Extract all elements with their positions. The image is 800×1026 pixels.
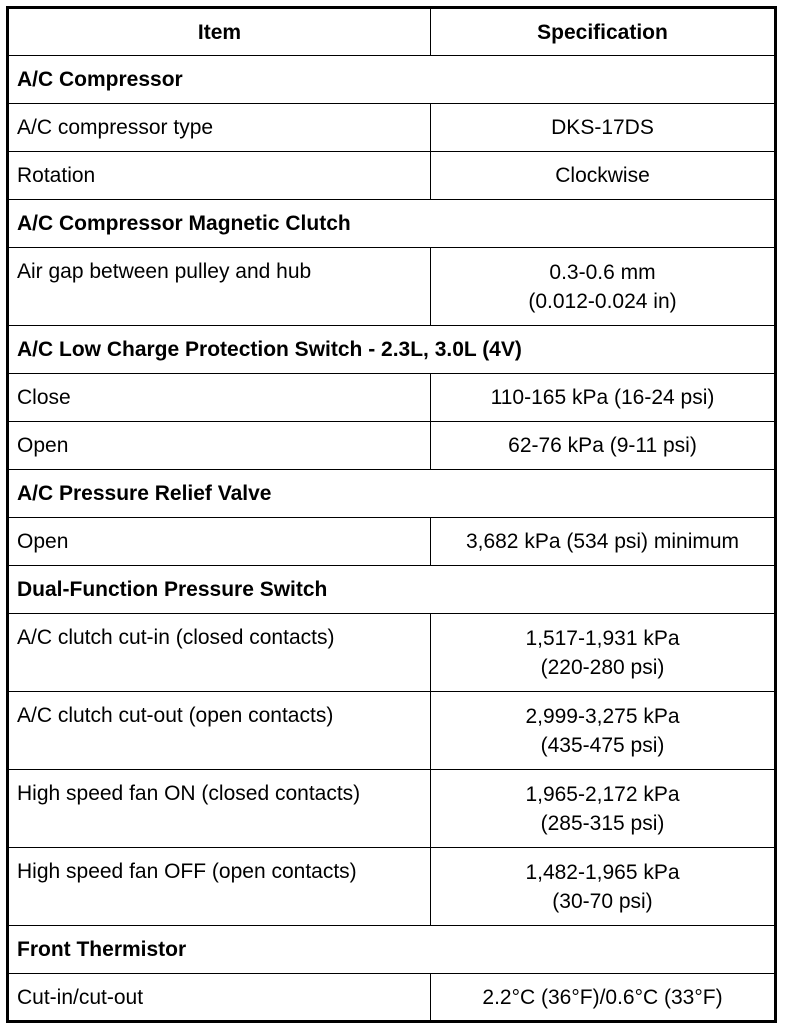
- specification-line: 1,482-1,965 kPa: [525, 860, 680, 884]
- section-header-row: [8, 200, 776, 248]
- table-row: [8, 248, 776, 326]
- column-header-item: Item: [8, 8, 431, 56]
- section-header-row: [8, 566, 776, 614]
- header-row: [8, 8, 776, 56]
- table-row: [8, 848, 776, 926]
- item-cell: Open: [8, 422, 431, 470]
- item-cell: High speed fan OFF (open contacts): [8, 848, 431, 926]
- item-cell: Cut-in/cut-out: [8, 974, 431, 1022]
- specification-cell: [431, 518, 776, 566]
- section-header-row: [8, 470, 776, 518]
- section-title: Dual-Function Pressure Switch: [8, 566, 776, 614]
- table-row: [8, 770, 776, 848]
- table-row: [8, 974, 776, 1022]
- specification-line: 1,517-1,931 kPa: [525, 626, 680, 650]
- specification-cell: [431, 770, 776, 848]
- item-cell: Rotation: [8, 152, 431, 200]
- section-title: A/C Pressure Relief Valve: [8, 470, 776, 518]
- specification-line: (220-280 psi): [540, 655, 665, 679]
- section-header-row: [8, 56, 776, 104]
- specification-line: DKS-17DS: [551, 116, 654, 139]
- specification-line: (30-70 psi): [552, 889, 653, 913]
- table-row: [8, 104, 776, 152]
- specification-cell: [431, 248, 776, 326]
- specification-cell: [431, 422, 776, 470]
- item-cell: A/C compressor type: [8, 104, 431, 152]
- specification-line: (285-315 psi): [540, 811, 665, 835]
- specification-cell: [431, 614, 776, 692]
- table-row: [8, 422, 776, 470]
- item-cell: Open: [8, 518, 431, 566]
- specification-table: [6, 6, 777, 1023]
- column-header-specification: Specification: [431, 8, 776, 56]
- section-header-row: [8, 326, 776, 374]
- specification-cell: [431, 374, 776, 422]
- specification-line: (435-475 psi): [540, 733, 665, 757]
- specification-line: 62-76 kPa (9-11 psi): [508, 434, 697, 457]
- specification-line: 3,682 kPa (534 psi) minimum: [465, 530, 740, 553]
- specification-line: 2,999-3,275 kPa: [525, 704, 680, 728]
- specification-cell: [431, 152, 776, 200]
- specification-line: 0.3-0.6 mm: [549, 260, 656, 284]
- specification-line: 2.2°C (36°F)/0.6°C (33°F): [482, 985, 723, 1009]
- specification-cell: [431, 848, 776, 926]
- section-title: A/C Low Charge Protection Switch - 2.3L, 3.0L (4V): [8, 326, 776, 374]
- specification-line: Clockwise: [555, 164, 650, 187]
- specification-cell: [431, 104, 776, 152]
- section-title: Front Thermistor: [8, 926, 776, 974]
- table-row: [8, 374, 776, 422]
- specification-cell: [431, 974, 776, 1022]
- section-title: A/C Compressor: [8, 56, 776, 104]
- table-row: [8, 614, 776, 692]
- item-cell: Air gap between pulley and hub: [8, 248, 431, 326]
- item-cell: Close: [8, 374, 431, 422]
- table-body: [8, 56, 776, 1022]
- item-cell: A/C clutch cut-in (closed contacts): [8, 614, 431, 692]
- specification-line: 1,965-2,172 kPa: [525, 782, 680, 806]
- section-header-row: [8, 926, 776, 974]
- specification-line: 110-165 kPa (16-24 psi): [490, 386, 715, 409]
- table-row: [8, 152, 776, 200]
- specification-line: (0.012-0.024 in): [528, 289, 677, 313]
- item-cell: A/C clutch cut-out (open contacts): [8, 692, 431, 770]
- specification-cell: [431, 692, 776, 770]
- item-cell: High speed fan ON (closed contacts): [8, 770, 431, 848]
- table-row: [8, 692, 776, 770]
- table-row: [8, 518, 776, 566]
- section-title: A/C Compressor Magnetic Clutch: [8, 200, 776, 248]
